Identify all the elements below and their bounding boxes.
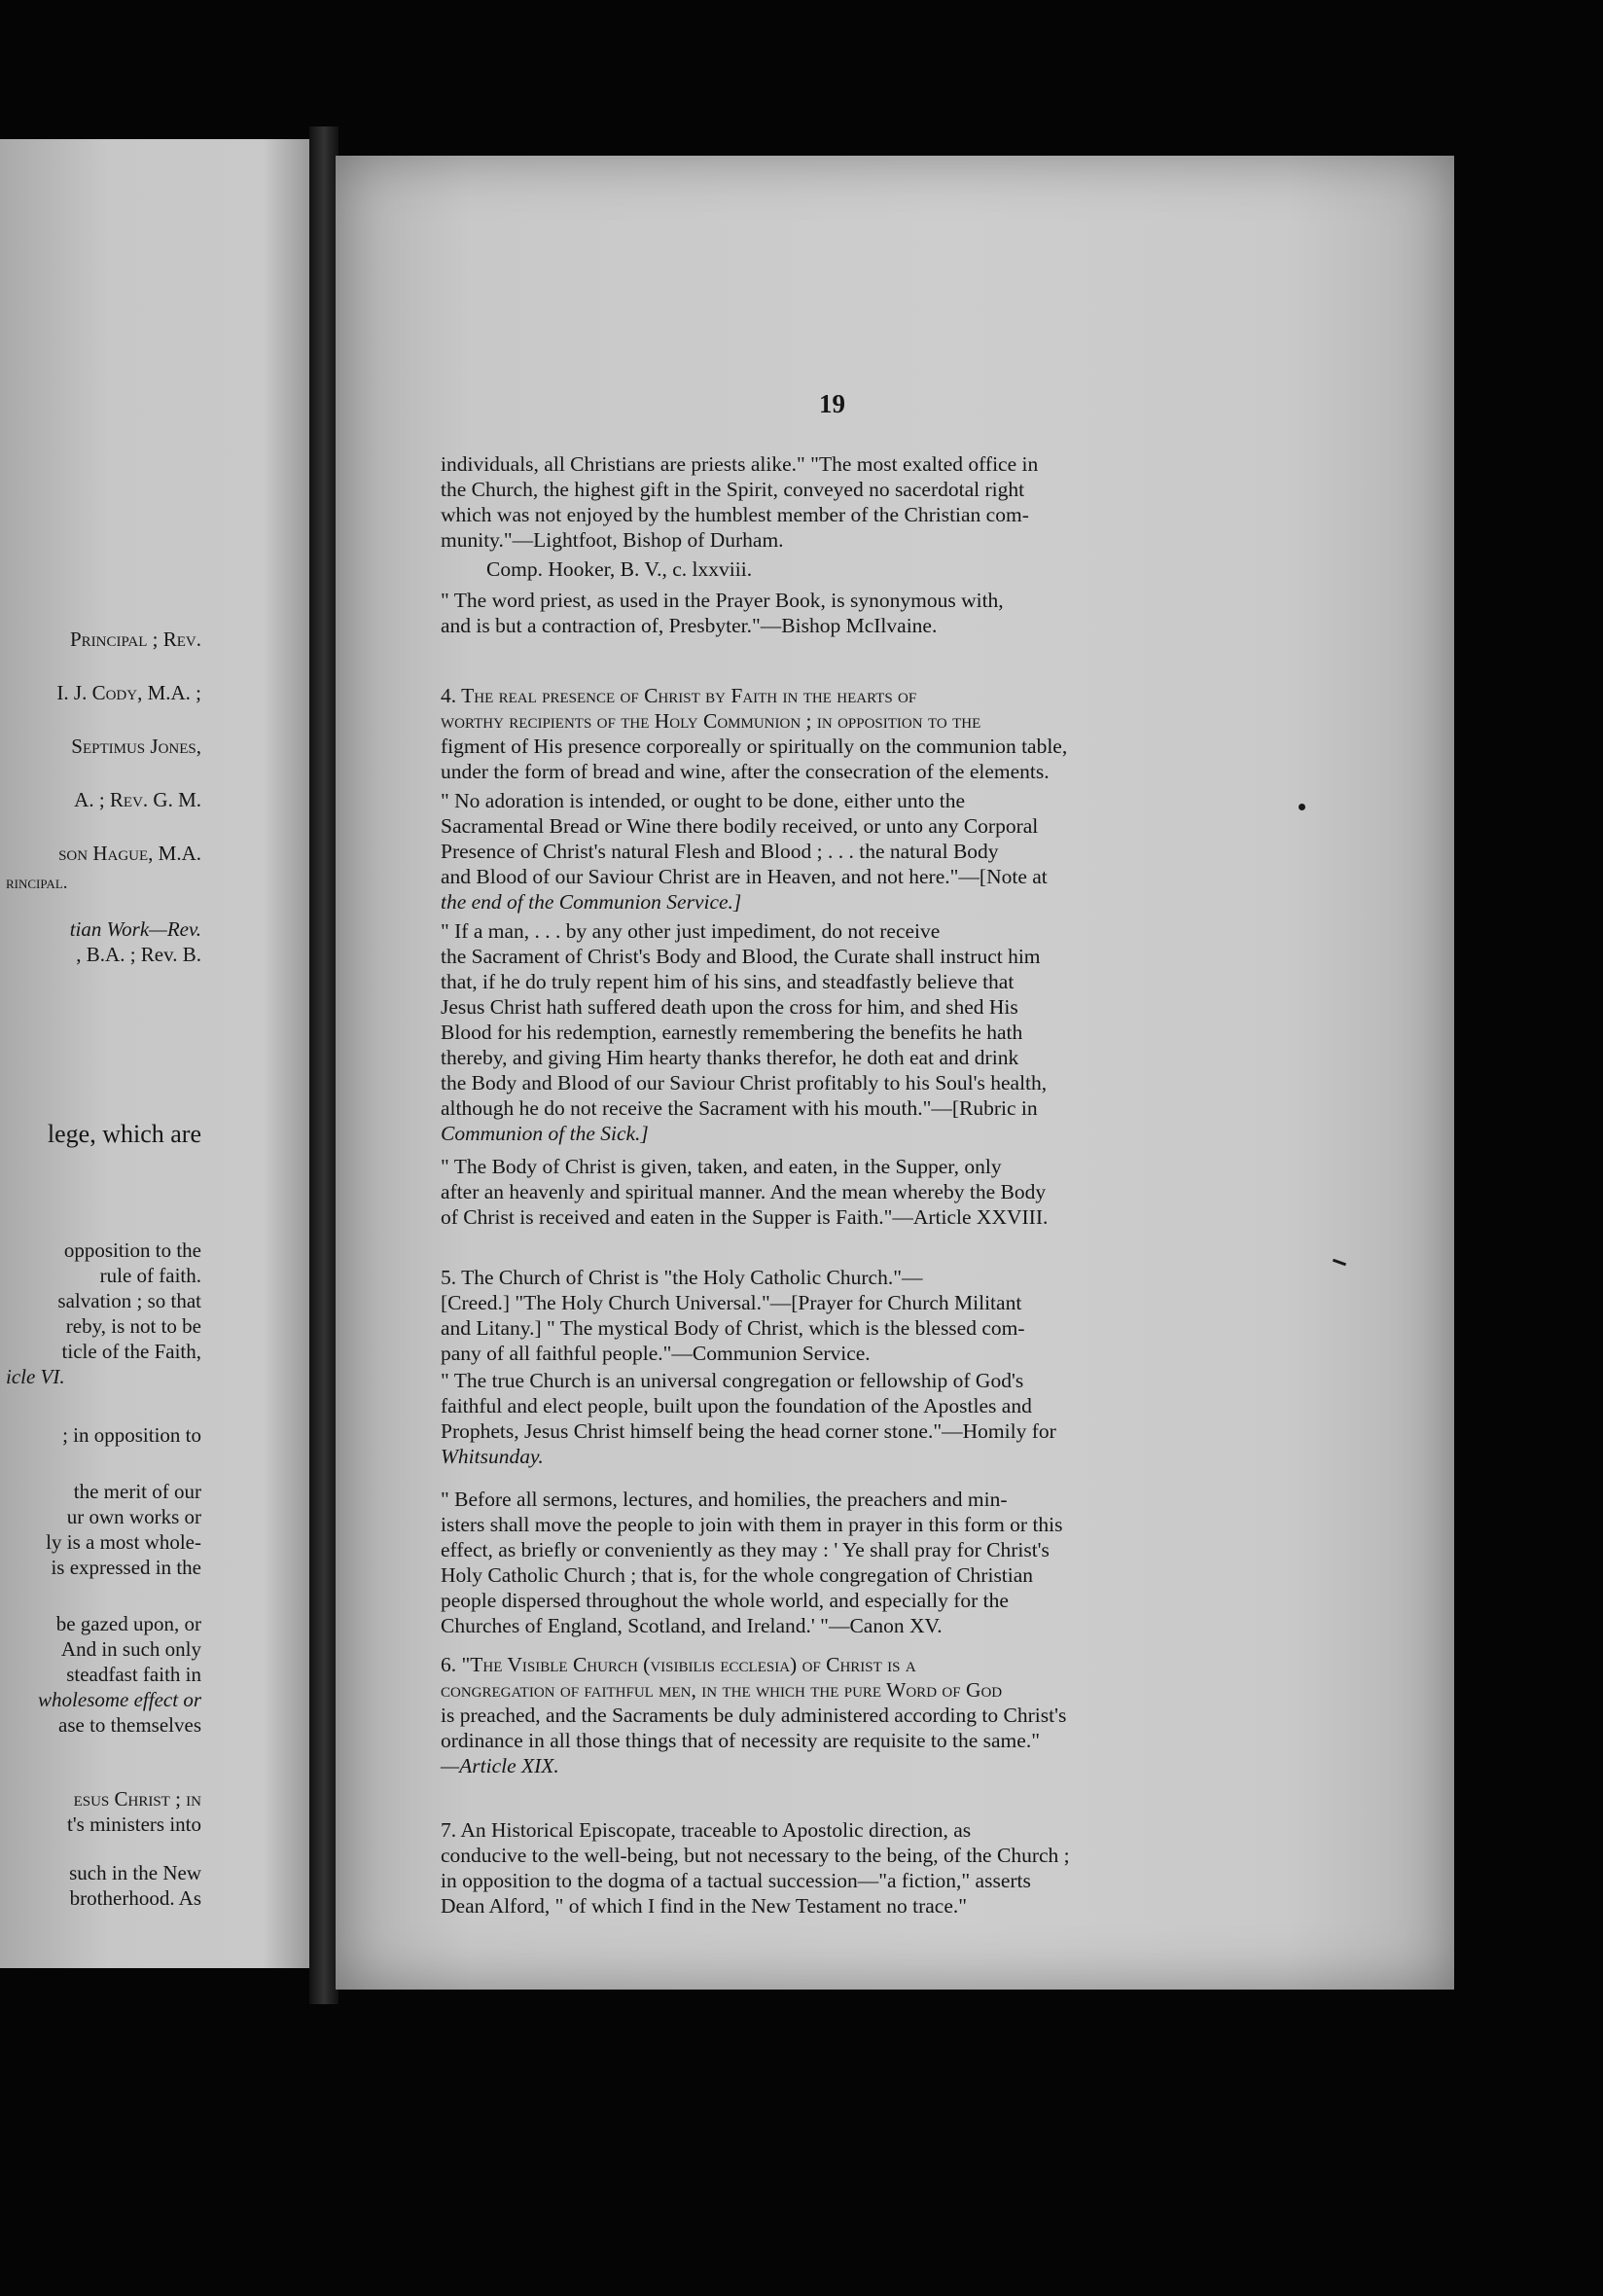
left-line: Principal ; Rev. <box>69 628 201 651</box>
left-line: A. ; Rev. G. M. <box>74 788 201 811</box>
text-line: Dean Alford, " of which I find in the New Testament no trace." <box>441 1894 968 1918</box>
text-line: " The Body of Christ is given, taken, and eaten, in the Supper, only <box>441 1155 1002 1178</box>
text-line: effect, as briefly or conveniently as they may : ' Ye shall pray for Christ's <box>441 1538 1050 1561</box>
quote-homily-whitsunday <box>441 1368 1226 1469</box>
text-line: and is but a contraction of, Presbyter."—Bishop McIlvaine. <box>441 614 938 637</box>
text-line: isters shall move the people to join with them in prayer in this form or this <box>441 1513 1063 1536</box>
text-line: " If a man, . . . by any other just impediment, do not receive <box>441 919 941 943</box>
text-line: the Body and Blood of our Saviour Christ profitably to his Soul's health, <box>441 1071 1048 1094</box>
text-line: 5. The Church of Christ is "the Holy Catholic Church."— <box>441 1266 923 1289</box>
text-line: of Christ is received and eaten in the Supper is Faith."—Article XXVIII. <box>441 1205 1049 1229</box>
text-line: figment of His presence corporeally or spiritually on the communion table, <box>441 735 1068 758</box>
text-line: [Creed.] "The Holy Church Universal."—[Prayer for Church Militant <box>441 1291 1022 1314</box>
text-line: Sacramental Bread or Wine there bodily received, or unto any Corporal <box>441 814 1039 838</box>
text-line: munity."—Lightfoot, Bishop of Durham. <box>441 528 784 552</box>
text-line: —Article XIX. <box>441 1754 559 1777</box>
quote-canon-xv <box>441 1487 1226 1638</box>
text-line: Prophets, Jesus Christ himself being the head corner stone."—Homily for <box>441 1419 1056 1443</box>
text-line: Comp. Hooker, B. V., c. lxxviii. <box>486 557 753 581</box>
text-line: 4. The real presence of Christ by Faith in the hearts of <box>441 684 917 707</box>
text-line: " The true Church is an universal congregation or fellowship of God's <box>441 1369 1024 1392</box>
text-line: congregation of faithful men, in the which the pure Word of God <box>441 1678 1003 1702</box>
section-7-historical-episcopate <box>441 1817 1226 1919</box>
paragraph-lightfoot-quote <box>441 451 1226 553</box>
left-page-fragment <box>0 139 309 1968</box>
left-line: esus Christ ; in <box>73 1787 201 1811</box>
text-line: people dispersed throughout the whole world, and especially for the <box>441 1589 1009 1612</box>
text-line: Whitsunday. <box>441 1445 544 1468</box>
text-line: is preached, and the Sacraments be duly administered according to Christ's <box>441 1704 1067 1727</box>
left-line: the merit of our <box>73 1480 201 1503</box>
left-line: I. J. Cody, M.A. ; <box>56 681 201 704</box>
text-line: although he do not receive the Sacrament with his mouth."—[Rubric in <box>441 1096 1038 1120</box>
left-line: brotherhood. As <box>69 1886 201 1910</box>
paragraph-hooker-reference <box>486 556 1226 582</box>
text-line: Churches of England, Scotland, and Ireland.' "—Canon XV. <box>441 1614 943 1637</box>
left-line: ase to themselves <box>58 1713 201 1737</box>
left-line: t's ministers into <box>67 1812 201 1836</box>
text-line: " No adoration is intended, or ought to be done, either unto the <box>441 789 965 812</box>
text-line: conducive to the well-being, but not necessary to the being, of the Church ; <box>441 1844 1070 1867</box>
left-line: ticle of the Faith, <box>61 1340 201 1363</box>
section-6-visible-church <box>441 1652 1226 1778</box>
left-line: icle VI. <box>6 1365 65 1388</box>
text-line: " The word priest, as used in the Prayer Book, is synonymous with, <box>441 589 1004 612</box>
left-line: , B.A. ; Rev. B. <box>76 943 201 966</box>
left-line: such in the New <box>69 1861 201 1884</box>
text-line: individuals, all Christians are priests alike." "The most exalted office in <box>441 452 1039 476</box>
text-line: Blood for his redemption, earnestly remembering the benefits he hath <box>441 1021 1023 1044</box>
text-line: Presence of Christ's natural Flesh and Blood ; . . . the natural Body <box>441 840 999 863</box>
left-line: rule of faith. <box>99 1264 201 1287</box>
text-line: Holy Catholic Church ; that is, for the whole congregation of Christian <box>441 1563 1034 1587</box>
text-line: ordinance in all those things that of necessity are requisite to the same." <box>441 1729 1040 1752</box>
text-line: under the form of bread and wine, after the consecration of the elements. <box>441 760 1050 783</box>
left-line: steadfast faith in <box>66 1663 201 1686</box>
left-line: is expressed in the <box>51 1556 201 1579</box>
text-line: pany of all faithful people."—Communion Service. <box>441 1342 871 1365</box>
text-line: after an heavenly and spiritual manner. And the mean whereby the Body <box>441 1180 1047 1203</box>
left-line: reby, is not to be <box>65 1314 201 1338</box>
text-line: 6. "The Visible Church (visibilis ecclesia) of Christ is a <box>441 1653 916 1676</box>
paragraph-mcilvaine-quote <box>441 588 1226 638</box>
left-line: ; in opposition to <box>62 1423 201 1447</box>
quote-article-xxviii <box>441 1154 1226 1230</box>
section-4-real-presence <box>441 683 1226 784</box>
quote-rubric-communion-of-sick <box>441 918 1226 1146</box>
quote-no-adoration <box>441 788 1226 915</box>
book-gutter <box>309 126 338 2004</box>
left-line: ur own works or <box>66 1505 201 1528</box>
left-line: rincipal. <box>6 873 68 893</box>
left-line: be gazed upon, or <box>55 1612 201 1635</box>
left-line: ly is a most whole- <box>46 1530 201 1554</box>
left-line: Septimus Jones, <box>71 735 201 758</box>
text-line: 7. An Historical Episcopate, traceable to Apostolic direction, as <box>441 1818 972 1842</box>
text-line: worthy recipients of the Holy Communion ; in opposition to the <box>441 709 981 733</box>
section-5-church-of-christ <box>441 1265 1226 1366</box>
text-line: the Church, the highest gift in the Spirit, conveyed no sacerdotal right <box>441 478 1025 501</box>
text-line: thereby, and giving Him hearty thanks therefor, he doth eat and drink <box>441 1046 1019 1069</box>
text-line: " Before all sermons, lectures, and homilies, the preachers and min- <box>441 1488 1008 1511</box>
text-line: Communion of the Sick.] <box>441 1122 649 1145</box>
left-line: wholesome effect or <box>38 1688 201 1711</box>
text-line: the Sacrament of Christ's Body and Blood, the Curate shall instruct him <box>441 945 1041 968</box>
text-line: faithful and elect people, built upon the foundation of the Apostles and <box>441 1394 1032 1417</box>
left-line: son Hague, M.A. <box>58 842 201 865</box>
left-line: lege, which are <box>47 1120 201 1148</box>
left-line: And in such only <box>60 1637 201 1661</box>
text-line: the end of the Communion Service.] <box>441 890 742 914</box>
left-line: tian Work—Rev. <box>69 917 201 941</box>
text-line: that, if he do truly repent him of his sins, and steadfastly believe that <box>441 970 1015 993</box>
text-line: and Litany.] " The mystical Body of Christ, which is the blessed com- <box>441 1316 1025 1340</box>
ink-speck <box>1299 804 1305 810</box>
text-line: in opposition to the dogma of a tactual succession—"a fiction," asserts <box>441 1869 1031 1892</box>
left-line: salvation ; so that <box>57 1289 201 1312</box>
left-line: opposition to the <box>63 1238 201 1262</box>
text-line: and Blood of our Saviour Christ are in Heaven, and not here."—[Note at <box>441 865 1048 888</box>
page-number: 19 <box>819 389 845 418</box>
text-line: Jesus Christ hath suffered death upon the cross for him, and shed His <box>441 995 1018 1019</box>
text-line: which was not enjoyed by the humblest member of the Christian com- <box>441 503 1029 526</box>
